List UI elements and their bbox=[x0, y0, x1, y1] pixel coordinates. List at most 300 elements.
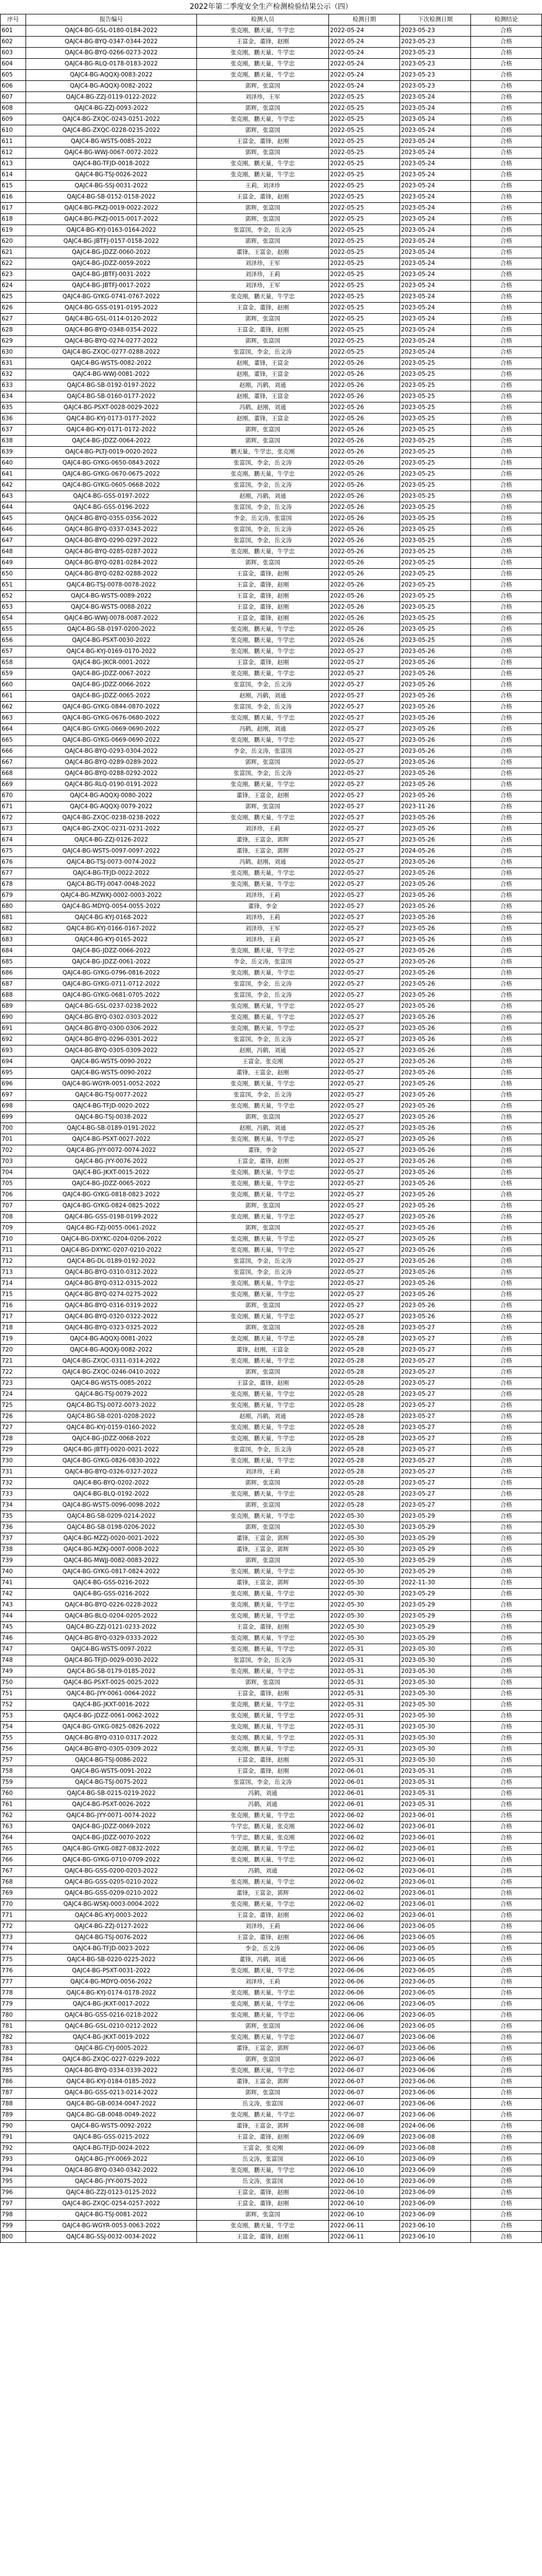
report-number: QAJC4-BG-GSS-0205-0210-2022 bbox=[26, 1877, 197, 1888]
inspection-date: 2022-06-06 bbox=[329, 2021, 400, 2032]
inspection-date: 2022-06-10 bbox=[329, 2210, 400, 2221]
inspection-date: 2022-05-31 bbox=[329, 1711, 400, 1722]
row-seq: 685 bbox=[1, 957, 26, 968]
inspectors: 张克刚，鹏天量，牛学忠 bbox=[197, 1700, 329, 1711]
next-inspection-date: 2023-05-26 bbox=[400, 680, 471, 691]
inspection-date: 2022-05-30 bbox=[329, 1589, 400, 1600]
inspectors: 赵刚，董锋，王富金 bbox=[197, 414, 329, 425]
row-seq: 681 bbox=[1, 912, 26, 924]
report-number: QAJC4-BG-ZXQC-0238-0238-2022 bbox=[26, 813, 197, 824]
report-number: QAJC4-BG-JKXT-0017-2022 bbox=[26, 1999, 197, 2010]
report-number: QAJC4-BG-KYJ-0003-2022 bbox=[26, 1910, 197, 1921]
table-row bbox=[1, 402, 542, 414]
inspection-date: 2022-05-27 bbox=[329, 1057, 400, 1068]
row-seq: 758 bbox=[1, 1766, 26, 1777]
inspectors: 张克刚，鹏天量，牛学忠 bbox=[197, 70, 329, 81]
result: 合格 bbox=[471, 1345, 542, 1356]
table-row bbox=[1, 2221, 542, 2232]
report-number: QAJC4-BG-SB-0215-0219-2022 bbox=[26, 1788, 197, 1799]
report-number: QAJC4-BG-TFJD-0023-2022 bbox=[26, 1944, 197, 1955]
row-seq: 640 bbox=[1, 458, 26, 469]
inspectors: 王富金，董锋，赵刚 bbox=[197, 325, 329, 336]
row-seq: 609 bbox=[1, 114, 26, 125]
report-number: QAJC4-BG-ZXQC-0228-0235-2022 bbox=[26, 125, 197, 136]
inspection-date: 2022-05-25 bbox=[329, 258, 400, 269]
next-inspection-date: 2023-05-26 bbox=[400, 768, 471, 779]
table-row bbox=[1, 1389, 542, 1400]
report-number: QAJC4-BG-GYKG-0844-0870-2022 bbox=[26, 702, 197, 713]
row-seq: 798 bbox=[1, 2210, 26, 2221]
row-seq: 778 bbox=[1, 1988, 26, 1999]
next-inspection-date: 2023-05-26 bbox=[400, 1289, 471, 1300]
row-seq: 697 bbox=[1, 1090, 26, 1101]
row-seq: 752 bbox=[1, 1700, 26, 1711]
table-row bbox=[1, 1932, 542, 1944]
inspection-date: 2022-05-27 bbox=[329, 669, 400, 680]
result: 合格 bbox=[471, 1312, 542, 1323]
report-number: QAJC4-BG-WSTS-0085-2022 bbox=[26, 1378, 197, 1389]
report-number: QAJC4-BG-WSTS-0090-2022 bbox=[26, 1068, 197, 1079]
table-row bbox=[1, 558, 542, 569]
report-number: QAJC4-BG-BYQ-0316-0319-2022 bbox=[26, 1300, 197, 1312]
next-inspection-date: 2023-05-25 bbox=[400, 402, 471, 414]
inspection-date: 2022-05-27 bbox=[329, 890, 400, 901]
table-row bbox=[1, 2043, 542, 2054]
report-number: QAJC4-BG-GSL-0210-0212-2022 bbox=[26, 2021, 197, 2032]
report-number: QAJC4-BG-SSJ-0031-2022 bbox=[26, 181, 197, 192]
report-number: QAJC4-BG-JBTFJ-0031-2022 bbox=[26, 269, 197, 280]
table-row bbox=[1, 746, 542, 757]
row-seq: 787 bbox=[1, 2088, 26, 2099]
report-number: QAJC4-BG-JDZZ-0069-2022 bbox=[26, 1822, 197, 1833]
report-number: QAJC4-BG-ZZJ-0093-2022 bbox=[26, 103, 197, 114]
inspection-date: 2022-05-27 bbox=[329, 702, 400, 713]
row-seq: 669 bbox=[1, 779, 26, 790]
next-inspection-date: 2023-05-26 bbox=[400, 1167, 471, 1179]
next-inspection-date: 2023-06-01 bbox=[400, 1910, 471, 1921]
result: 合格 bbox=[471, 680, 542, 691]
result: 合格 bbox=[471, 1234, 542, 1245]
inspection-date: 2022-05-27 bbox=[329, 835, 400, 846]
inspectors: 鹏天量，牛学忠，张克刚 bbox=[197, 447, 329, 458]
row-seq: 780 bbox=[1, 2010, 26, 2021]
result: 合格 bbox=[471, 824, 542, 835]
inspectors: 郭辉，张富国 bbox=[197, 1522, 329, 1533]
report-number: QAJC4-BG-PSXT-0031-2022 bbox=[26, 1966, 197, 1977]
table-row bbox=[1, 136, 542, 147]
result: 合格 bbox=[471, 325, 542, 336]
inspectors: 董锋，王富金，郭辉 bbox=[197, 2043, 329, 2054]
table-row bbox=[1, 2077, 542, 2088]
inspection-date: 2022-05-27 bbox=[329, 1201, 400, 1212]
row-seq: 621 bbox=[1, 247, 26, 258]
next-inspection-date: 2023-05-30 bbox=[400, 1666, 471, 1677]
result: 合格 bbox=[471, 1611, 542, 1622]
inspection-date: 2022-05-27 bbox=[329, 1245, 400, 1256]
report-number: QAJC4-BG-JDZZ-0065-2022 bbox=[26, 691, 197, 702]
inspection-date: 2022-05-25 bbox=[329, 314, 400, 325]
inspection-date: 2022-05-31 bbox=[329, 1755, 400, 1766]
inspectors: 张富国，李金，岳文涛 bbox=[197, 1267, 329, 1278]
result: 合格 bbox=[471, 1334, 542, 1345]
report-number: QAJC4-BG-GSS-0213-0214-2022 bbox=[26, 2088, 197, 2099]
inspection-date: 2022-05-27 bbox=[329, 1300, 400, 1312]
report-number: QAJC4-BG-PSXT-0027-2022 bbox=[26, 1134, 197, 1145]
inspectors: 张克刚，鹏天量，牛学忠 bbox=[197, 868, 329, 879]
result: 合格 bbox=[471, 48, 542, 59]
report-number: QAJC4-BG-BYQ-0334-0339-2022 bbox=[26, 2065, 197, 2077]
table-row bbox=[1, 391, 542, 402]
result: 合格 bbox=[471, 580, 542, 591]
next-inspection-date: 2023-05-25 bbox=[400, 436, 471, 447]
row-seq: 651 bbox=[1, 580, 26, 591]
inspectors: 牛学忠，鹏天量，张克刚 bbox=[197, 1822, 329, 1833]
next-inspection-date: 2023-05-26 bbox=[400, 1156, 471, 1167]
next-inspection-date: 2023-06-06 bbox=[400, 2054, 471, 2065]
row-seq: 666 bbox=[1, 746, 26, 757]
next-inspection-date: 2023-05-26 bbox=[400, 879, 471, 890]
report-number: QAJC4-BG-RLQ-0178-0183-2022 bbox=[26, 59, 197, 70]
row-seq: 700 bbox=[1, 1123, 26, 1134]
inspection-date: 2022-06-10 bbox=[329, 2165, 400, 2176]
row-seq: 735 bbox=[1, 1511, 26, 1522]
inspectors: 郭辉，张富国 bbox=[197, 1478, 329, 1489]
inspectors: 张克刚，鹏天量，牛学忠 bbox=[197, 547, 329, 558]
next-inspection-date: 2023-05-31 bbox=[400, 1777, 471, 1788]
result: 合格 bbox=[471, 1855, 542, 1866]
inspection-date: 2022-05-31 bbox=[329, 1744, 400, 1755]
inspection-date: 2022-05-27 bbox=[329, 846, 400, 857]
next-inspection-date: 2023-05-24 bbox=[400, 159, 471, 170]
inspection-date: 2022-05-26 bbox=[329, 569, 400, 580]
inspectors: 董锋，李金 bbox=[197, 901, 329, 912]
next-inspection-date: 2023-06-06 bbox=[400, 2043, 471, 2054]
next-inspection-date: 2023-05-26 bbox=[400, 1068, 471, 1079]
row-seq: 620 bbox=[1, 236, 26, 247]
row-seq: 623 bbox=[1, 269, 26, 280]
inspectors: 董锋，王富金，赵刚 bbox=[197, 247, 329, 258]
inspectors: 刘泽珍，王莉 bbox=[197, 912, 329, 924]
inspection-date: 2022-05-30 bbox=[329, 1522, 400, 1533]
table-row bbox=[1, 2165, 542, 2176]
inspectors: 郭辉，张富国 bbox=[197, 1677, 329, 1689]
table-row bbox=[1, 1234, 542, 1245]
inspection-date: 2022-05-30 bbox=[329, 1555, 400, 1567]
inspection-date: 2022-05-26 bbox=[329, 458, 400, 469]
result: 合格 bbox=[471, 1389, 542, 1400]
next-inspection-date: 2023-05-24 bbox=[400, 181, 471, 192]
next-inspection-date: 2023-05-26 bbox=[400, 957, 471, 968]
row-seq: 794 bbox=[1, 2165, 26, 2176]
row-seq: 716 bbox=[1, 1300, 26, 1312]
row-seq: 674 bbox=[1, 835, 26, 846]
row-seq: 659 bbox=[1, 669, 26, 680]
inspectors: 张富国，李金，岳文涛 bbox=[197, 1034, 329, 1045]
row-seq: 603 bbox=[1, 48, 26, 59]
row-seq: 687 bbox=[1, 979, 26, 990]
next-inspection-date: 2023-05-26 bbox=[400, 912, 471, 924]
report-number: QAJC4-BG-JDZZ-0070-2022 bbox=[26, 1833, 197, 1844]
row-seq: 781 bbox=[1, 2021, 26, 2032]
inspection-date: 2022-05-30 bbox=[329, 1533, 400, 1544]
inspectors: 董锋，赵刚，王富金 bbox=[197, 1345, 329, 1356]
next-inspection-date: 2023-05-25 bbox=[400, 480, 471, 491]
next-inspection-date: 2023-05-29 bbox=[400, 1567, 471, 1578]
table-row bbox=[1, 181, 542, 192]
result: 合格 bbox=[471, 868, 542, 879]
row-seq: 786 bbox=[1, 2077, 26, 2088]
inspectors: 王富金，董锋，赵刚 bbox=[197, 2232, 329, 2243]
next-inspection-date: 2023-05-30 bbox=[400, 1711, 471, 1722]
next-inspection-date: 2023-05-24 bbox=[400, 103, 471, 114]
table-row bbox=[1, 1711, 542, 1722]
report-number: QAJC4-BG-GYKG-0669-0690-2022 bbox=[26, 724, 197, 735]
inspection-date: 2022-05-25 bbox=[329, 159, 400, 170]
next-inspection-date: 2023-05-27 bbox=[400, 1500, 471, 1511]
inspectors: 王富金，董锋，赵刚 bbox=[197, 2198, 329, 2210]
inspectors: 王富金，董锋，赵刚 bbox=[197, 1156, 329, 1167]
report-number: QAJC4-BG-PSXT-0025-0025-2022 bbox=[26, 1677, 197, 1689]
table-row bbox=[1, 1312, 542, 1323]
result: 合格 bbox=[471, 1378, 542, 1389]
report-number: QAJC4-BG-GYKG-0817-0824-2022 bbox=[26, 1567, 197, 1578]
table-row bbox=[1, 635, 542, 646]
result: 合格 bbox=[471, 1101, 542, 1112]
inspectors: 张克刚，鹏天量，牛学忠 bbox=[197, 1744, 329, 1755]
inspectors: 王富金，董锋，赵刚 bbox=[197, 1766, 329, 1777]
table-row bbox=[1, 2154, 542, 2165]
next-inspection-date: 2023-06-06 bbox=[400, 2099, 471, 2110]
row-seq: 632 bbox=[1, 369, 26, 380]
inspection-date: 2022-05-30 bbox=[329, 1611, 400, 1622]
table-row bbox=[1, 414, 542, 425]
next-inspection-date: 2023-06-09 bbox=[400, 2165, 471, 2176]
inspection-date: 2022-06-01 bbox=[329, 1799, 400, 1810]
inspection-date: 2022-05-27 bbox=[329, 868, 400, 879]
result: 合格 bbox=[471, 1167, 542, 1179]
report-number: QAJC4-BG-WSTS-0097-0097-2022 bbox=[26, 846, 197, 857]
next-inspection-date: 2023-06-06 bbox=[400, 2032, 471, 2043]
result: 合格 bbox=[471, 458, 542, 469]
table-row bbox=[1, 535, 542, 547]
inspectors: 张富国，李金，岳文涛 bbox=[197, 502, 329, 513]
inspection-date: 2022-05-25 bbox=[329, 225, 400, 236]
result: 合格 bbox=[471, 890, 542, 901]
result: 合格 bbox=[471, 569, 542, 580]
table-row bbox=[1, 1977, 542, 1988]
inspectors: 王富金，董锋，赵刚 bbox=[197, 136, 329, 147]
row-seq: 704 bbox=[1, 1167, 26, 1179]
col-header-result: 检测结论 bbox=[471, 14, 542, 25]
row-seq: 733 bbox=[1, 1489, 26, 1500]
result: 合格 bbox=[471, 1711, 542, 1722]
next-inspection-date: 2023-05-25 bbox=[400, 580, 471, 591]
table-row bbox=[1, 824, 542, 835]
next-inspection-date: 2023-05-25 bbox=[400, 547, 471, 558]
inspectors: 李金，岳文涛 bbox=[197, 1944, 329, 1955]
report-number: QAJC4-BG-GYKG-0605-0668-2022 bbox=[26, 480, 197, 491]
row-seq: 721 bbox=[1, 1356, 26, 1367]
report-number: QAJC4-BG-BYQ-0293-0304-2022 bbox=[26, 746, 197, 757]
report-number: QAJC4-BG-WGYR-0053-0063-2022 bbox=[26, 2221, 197, 2232]
row-seq: 718 bbox=[1, 1323, 26, 1334]
inspectors: 刘泽珍，王军 bbox=[197, 924, 329, 935]
inspectors: 张富国，李金，岳文涛 bbox=[197, 1256, 329, 1267]
report-number: QAJC4-BG-BYQ-0347-0344-2022 bbox=[26, 37, 197, 48]
inspectors: 张克刚，鹏天量，牛学忠 bbox=[197, 779, 329, 790]
report-number: QAJC4-BG-ZZJ-0127-2022 bbox=[26, 1921, 197, 1932]
report-number: QAJC4-BG-WGYR-0051-0052-2022 bbox=[26, 1079, 197, 1090]
inspectors: 王富金，董锋，赵刚 bbox=[197, 602, 329, 613]
inspection-date: 2022-06-09 bbox=[329, 2132, 400, 2143]
row-seq: 791 bbox=[1, 2132, 26, 2143]
inspection-date: 2022-06-06 bbox=[329, 2010, 400, 2021]
report-number: QAJC4-BG-TSJ-0072-0073-2022 bbox=[26, 1400, 197, 1411]
row-seq: 727 bbox=[1, 1422, 26, 1434]
inspection-date: 2022-05-25 bbox=[329, 303, 400, 314]
table-row bbox=[1, 1633, 542, 1644]
row-seq: 797 bbox=[1, 2198, 26, 2210]
inspectors: 张克刚，鹏天量，牛学忠 bbox=[197, 1567, 329, 1578]
next-inspection-date: 2023-05-27 bbox=[400, 1445, 471, 1456]
table-row bbox=[1, 1156, 542, 1167]
inspectors: 张克刚，鹏天量，牛学忠 bbox=[197, 1644, 329, 1655]
next-inspection-date: 2023-05-29 bbox=[400, 1533, 471, 1544]
next-inspection-date: 2023-05-23 bbox=[400, 25, 471, 37]
inspection-date: 2022-06-07 bbox=[329, 2088, 400, 2099]
next-inspection-date: 2023-05-27 bbox=[400, 1478, 471, 1489]
report-number: QAJC4-BG-WSTS-0091-2022 bbox=[26, 1766, 197, 1777]
inspection-date: 2022-05-27 bbox=[329, 813, 400, 824]
report-number: QAJC4-BG-DXYKC-0207-0210-2022 bbox=[26, 1245, 197, 1256]
next-inspection-date: 2023-05-26 bbox=[400, 824, 471, 835]
row-seq: 601 bbox=[1, 25, 26, 37]
inspectors: 王富金，董锋，赵刚 bbox=[197, 657, 329, 669]
inspectors: 董锋，王富金，郭辉 bbox=[197, 1533, 329, 1544]
next-inspection-date: 2023-05-29 bbox=[400, 1589, 471, 1600]
result: 合格 bbox=[471, 1289, 542, 1300]
row-seq: 667 bbox=[1, 757, 26, 768]
inspection-date: 2022-05-27 bbox=[329, 1278, 400, 1289]
result: 合格 bbox=[471, 1190, 542, 1201]
result: 合格 bbox=[471, 1977, 542, 1988]
next-inspection-date: 2023-06-01 bbox=[400, 1810, 471, 1822]
result: 合格 bbox=[471, 1921, 542, 1932]
table-row bbox=[1, 1345, 542, 1356]
inspectors: 张克刚，鹏天量，牛学忠 bbox=[197, 624, 329, 635]
result: 合格 bbox=[471, 1212, 542, 1223]
report-number: QAJC4-BG-WSTS-0090-2022 bbox=[26, 1057, 197, 1068]
table-row bbox=[1, 314, 542, 325]
inspection-date: 2022-06-11 bbox=[329, 2232, 400, 2243]
inspection-date: 2022-05-27 bbox=[329, 879, 400, 890]
result: 合格 bbox=[471, 912, 542, 924]
inspectors: 岳文涛，张富国 bbox=[197, 2099, 329, 2110]
inspection-date: 2022-05-27 bbox=[329, 1079, 400, 1090]
inspectors: 郭辉，张富国 bbox=[197, 757, 329, 768]
inspectors: 王富金，董锋，赵刚 bbox=[197, 303, 329, 314]
table-row bbox=[1, 779, 542, 790]
report-number: QAJC4-BG-GYKG-0818-0823-2022 bbox=[26, 1190, 197, 1201]
result: 合格 bbox=[471, 1411, 542, 1422]
report-number: QAJC4-BG-SB-0209-0214-2022 bbox=[26, 1511, 197, 1522]
inspectors: 张克刚，鹏天量，牛学忠 bbox=[197, 1810, 329, 1822]
inspectors: 张克刚，鹏天量，牛学忠 bbox=[197, 1600, 329, 1611]
table-row bbox=[1, 1267, 542, 1278]
inspectors: 郭辉，张富国 bbox=[197, 2088, 329, 2099]
table-row bbox=[1, 1567, 542, 1578]
inspection-date: 2022-05-25 bbox=[329, 103, 400, 114]
table-row bbox=[1, 358, 542, 369]
row-seq: 606 bbox=[1, 81, 26, 92]
inspection-date: 2022-05-27 bbox=[329, 680, 400, 691]
next-inspection-date: 2023-05-26 bbox=[400, 735, 471, 746]
inspectors: 张克刚，鹏天量，牛学忠 bbox=[197, 1079, 329, 1090]
inspection-date: 2022-05-27 bbox=[329, 1023, 400, 1034]
inspection-date: 2022-05-25 bbox=[329, 269, 400, 280]
report-number: QAJC4-BG-AQQXJ-0080-2022 bbox=[26, 790, 197, 802]
report-number: QAJC4-BG-BYQ-0274-0277-2022 bbox=[26, 336, 197, 347]
report-number: QAJC4-BG-TFJD-0029-0030-2022 bbox=[26, 1655, 197, 1666]
inspection-date: 2022-05-27 bbox=[329, 1156, 400, 1167]
next-inspection-date: 2023-05-26 bbox=[400, 968, 471, 979]
table-row bbox=[1, 1855, 542, 1866]
result: 合格 bbox=[471, 813, 542, 824]
inspection-date: 2022-05-27 bbox=[329, 1090, 400, 1101]
table-row bbox=[1, 613, 542, 624]
report-number: QAJC4-BG-BYQ-0285-0287-2022 bbox=[26, 547, 197, 558]
table-row bbox=[1, 657, 542, 669]
row-seq: 747 bbox=[1, 1644, 26, 1655]
inspection-date: 2022-05-27 bbox=[329, 779, 400, 790]
row-seq: 742 bbox=[1, 1589, 26, 1600]
next-inspection-date: 2023-06-01 bbox=[400, 1899, 471, 1910]
table-row bbox=[1, 1944, 542, 1955]
inspectors: 李金，岳文涛，张富国 bbox=[197, 513, 329, 524]
result: 合格 bbox=[471, 702, 542, 713]
row-seq: 800 bbox=[1, 2232, 26, 2243]
inspectors: 刘泽珍，王军 bbox=[197, 280, 329, 292]
result: 合格 bbox=[471, 436, 542, 447]
inspectors: 张克刚，鹏天量，牛学忠 bbox=[197, 713, 329, 724]
result: 合格 bbox=[471, 1644, 542, 1655]
result: 合格 bbox=[471, 1555, 542, 1567]
inspection-date: 2022-05-25 bbox=[329, 325, 400, 336]
report-number: QAJC4-BG-GSS-0216-0218-2022 bbox=[26, 2010, 197, 2021]
next-inspection-date: 2023-05-26 bbox=[400, 790, 471, 802]
inspectors: 张克刚，鹏天量，牛学忠 bbox=[197, 1899, 329, 1910]
report-number: QAJC4-BG-ZZJ-0121-0233-2022 bbox=[26, 1622, 197, 1633]
report-number: QAJC4-BG-BYQ-0323-0325-2022 bbox=[26, 1323, 197, 1334]
inspectors: 张克刚，鹏天量，牛学忠 bbox=[197, 1722, 329, 1733]
report-number: QAJC4-BG-SB-0198-0206-2022 bbox=[26, 1522, 197, 1533]
report-number: QAJC4-BG-WSTS-0092-2022 bbox=[26, 2121, 197, 2132]
inspection-date: 2022-06-07 bbox=[329, 2032, 400, 2043]
result: 合格 bbox=[471, 1400, 542, 1411]
row-seq: 769 bbox=[1, 1888, 26, 1899]
table-row bbox=[1, 347, 542, 358]
next-inspection-date: 2023-05-26 bbox=[400, 990, 471, 1001]
inspectors: 王富金，董锋，赵刚 bbox=[197, 2187, 329, 2198]
result: 合格 bbox=[471, 2210, 542, 2221]
result: 合格 bbox=[471, 2165, 542, 2176]
table-row bbox=[1, 857, 542, 868]
table-row bbox=[1, 70, 542, 81]
table-row bbox=[1, 602, 542, 613]
table-row bbox=[1, 1988, 542, 1999]
inspection-date: 2022-05-26 bbox=[329, 480, 400, 491]
row-seq: 680 bbox=[1, 901, 26, 912]
